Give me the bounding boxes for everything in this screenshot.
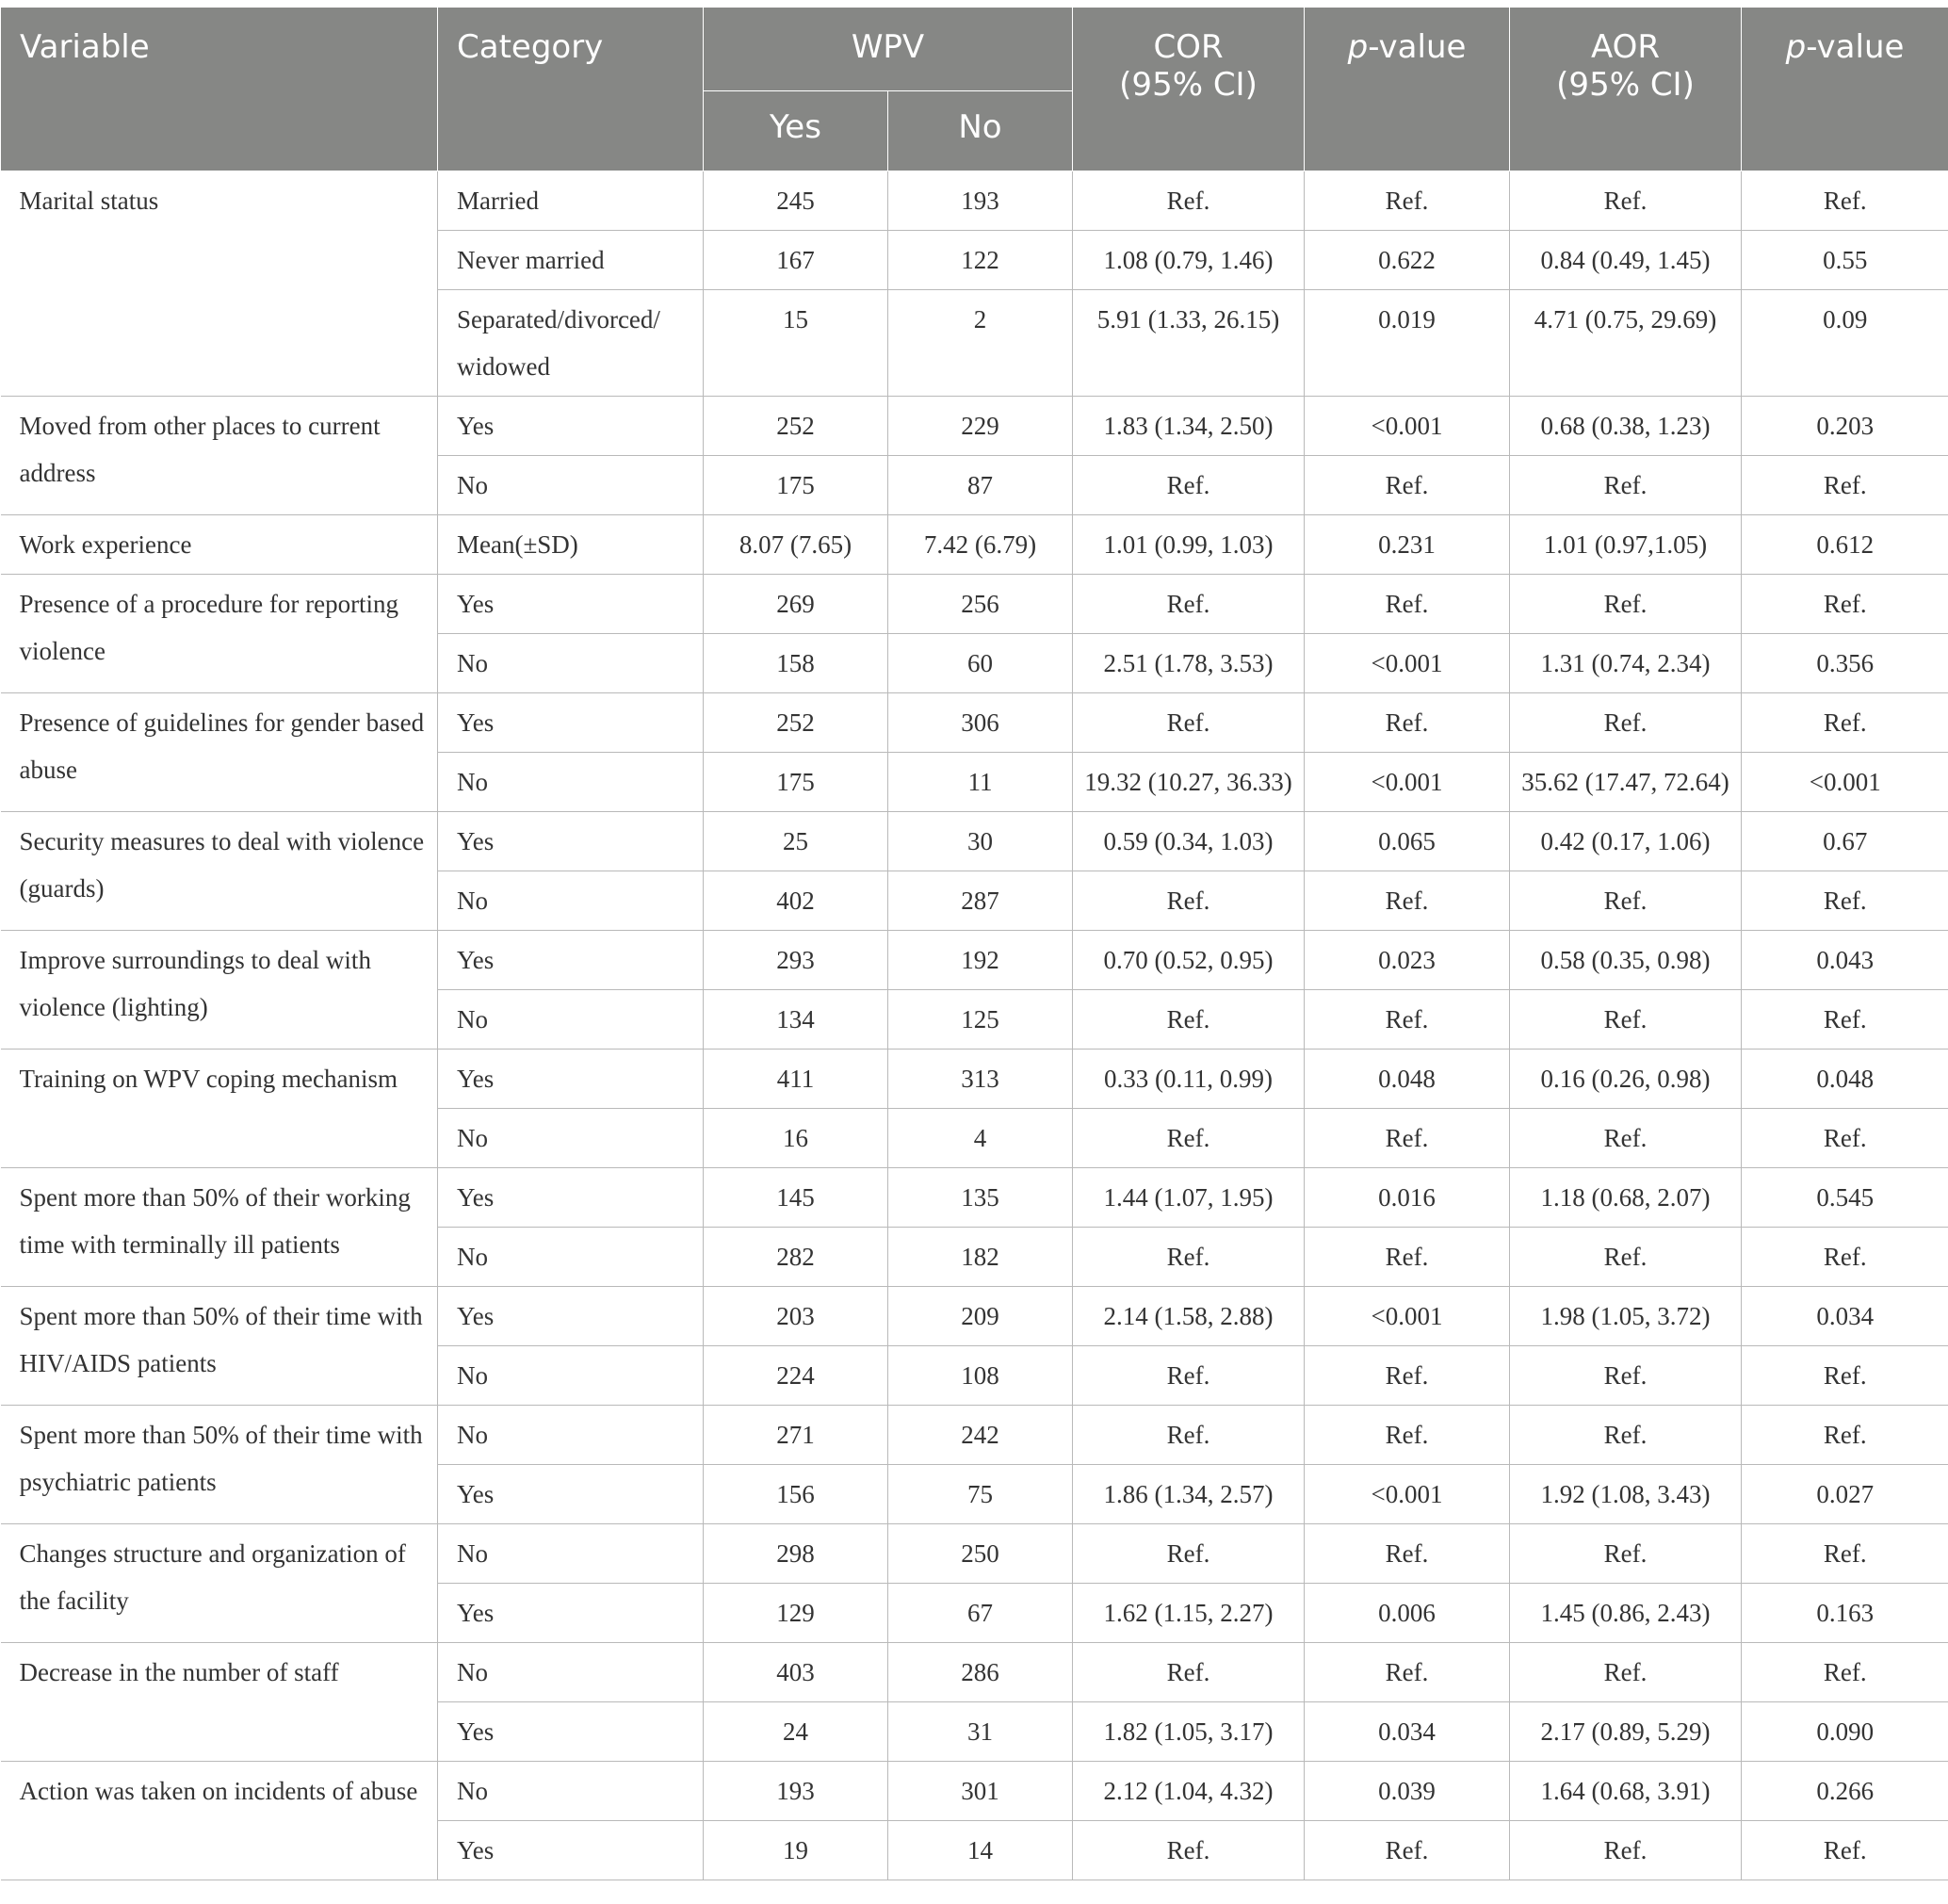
cell-category: Mean(±SD) <box>438 515 704 575</box>
table-row <box>1 515 1948 575</box>
cell-category: Yes <box>438 1584 704 1643</box>
header-p-suffix: -value <box>1806 28 1905 66</box>
cell-aor: Ref. <box>1510 871 1742 931</box>
cell-cor: 1.44 (1.07, 1.95) <box>1073 1168 1305 1228</box>
cell-category: No <box>438 1346 704 1406</box>
cell-cor: 1.83 (1.34, 2.50) <box>1073 397 1305 456</box>
cell-p-value-aor: Ref. <box>1742 693 1948 753</box>
cell-category: No <box>438 1524 704 1584</box>
cell-aor: 0.42 (0.17, 1.06) <box>1510 812 1742 871</box>
cell-p-value-cor: 0.622 <box>1305 231 1510 290</box>
header-wpv-no: No <box>888 91 1073 171</box>
cell-category: Yes <box>438 1287 704 1346</box>
header-cor-label: COR <box>1153 28 1224 66</box>
cell-aor: 1.45 (0.86, 2.43) <box>1510 1584 1742 1643</box>
header-cor-ci: (95% CI) <box>1119 66 1258 104</box>
header-wpv: WPV <box>704 8 1073 91</box>
cell-cor: 5.91 (1.33, 26.15) <box>1073 290 1305 397</box>
cell-cor: 0.59 (0.34, 1.03) <box>1073 812 1305 871</box>
cell-p-value-aor: Ref. <box>1742 1643 1948 1702</box>
cell-p-value-aor: Ref. <box>1742 1821 1948 1880</box>
cell-wpv-no: 250 <box>888 1524 1073 1584</box>
cell-aor: Ref. <box>1510 171 1742 231</box>
cell-wpv-no: 14 <box>888 1821 1073 1880</box>
cell-cor: Ref. <box>1073 171 1305 231</box>
table-row <box>1 171 1948 231</box>
cell-cor: 1.86 (1.34, 2.57) <box>1073 1465 1305 1524</box>
header-cor <box>1073 8 1305 171</box>
cell-wpv-yes: 8.07 (7.65) <box>704 515 888 575</box>
table-row <box>1 1762 1948 1821</box>
cell-p-value-aor: Ref. <box>1742 990 1948 1050</box>
cell-category: Yes <box>438 931 704 990</box>
cell-category: No <box>438 1762 704 1821</box>
cell-aor: 1.18 (0.68, 2.07) <box>1510 1168 1742 1228</box>
cell-variable: Improve surroundings to deal with violence (lighting) <box>1 931 438 1050</box>
cell-p-value-aor: 0.048 <box>1742 1050 1948 1109</box>
cell-variable: Moved from other places to current address <box>1 397 438 515</box>
cell-category: Separated/divorced/ widowed <box>438 290 704 397</box>
cell-wpv-yes: 175 <box>704 456 888 515</box>
cell-category: Yes <box>438 1168 704 1228</box>
cell-wpv-no: 229 <box>888 397 1073 456</box>
cell-cor: Ref. <box>1073 693 1305 753</box>
cell-p-value-cor: Ref. <box>1305 990 1510 1050</box>
cell-p-value-cor: Ref. <box>1305 575 1510 634</box>
cell-category: Married <box>438 171 704 231</box>
cell-wpv-no: 67 <box>888 1584 1073 1643</box>
table-header <box>1 8 1948 171</box>
cell-wpv-yes: 19 <box>704 1821 888 1880</box>
cell-p-value-cor: Ref. <box>1305 1406 1510 1465</box>
header-p-suffix: -value <box>1368 28 1467 66</box>
cell-category: No <box>438 1228 704 1287</box>
cell-aor: Ref. <box>1510 990 1742 1050</box>
cell-wpv-no: 31 <box>888 1702 1073 1762</box>
cell-p-value-cor: Ref. <box>1305 693 1510 753</box>
cell-aor: Ref. <box>1510 1346 1742 1406</box>
cell-p-value-cor: 0.034 <box>1305 1702 1510 1762</box>
table-row <box>1 1287 1948 1346</box>
cell-wpv-yes: 271 <box>704 1406 888 1465</box>
cell-wpv-no: 193 <box>888 171 1073 231</box>
cell-aor: 1.98 (1.05, 3.72) <box>1510 1287 1742 1346</box>
cell-variable: Training on WPV coping mechanism <box>1 1050 438 1168</box>
cell-wpv-yes: 158 <box>704 634 888 693</box>
cell-wpv-yes: 25 <box>704 812 888 871</box>
cell-variable: Spent more than 50% of their time with psychiatric patients <box>1 1406 438 1524</box>
cell-wpv-no: 11 <box>888 753 1073 812</box>
cell-p-value-aor: Ref. <box>1742 1524 1948 1584</box>
cell-wpv-no: 87 <box>888 456 1073 515</box>
cell-p-value-cor: Ref. <box>1305 1643 1510 1702</box>
cell-wpv-no: 108 <box>888 1346 1073 1406</box>
cell-aor: Ref. <box>1510 1643 1742 1702</box>
cell-p-value-cor: 0.016 <box>1305 1168 1510 1228</box>
table-row <box>1 1050 1948 1109</box>
cell-cor: Ref. <box>1073 1524 1305 1584</box>
header-variable: Variable <box>1 8 438 171</box>
cell-p-value-aor: Ref. <box>1742 871 1948 931</box>
cell-aor: 1.01 (0.97,1.05) <box>1510 515 1742 575</box>
cell-p-value-aor: 0.67 <box>1742 812 1948 871</box>
cell-p-value-cor: <0.001 <box>1305 753 1510 812</box>
cell-cor: Ref. <box>1073 575 1305 634</box>
cell-cor: Ref. <box>1073 871 1305 931</box>
cell-p-value-aor: 0.266 <box>1742 1762 1948 1821</box>
cell-category: Yes <box>438 1702 704 1762</box>
cell-p-value-aor: Ref. <box>1742 1406 1948 1465</box>
cell-wpv-yes: 245 <box>704 171 888 231</box>
cell-p-value-aor: 0.163 <box>1742 1584 1948 1643</box>
cell-aor: Ref. <box>1510 1228 1742 1287</box>
cell-cor: 2.51 (1.78, 3.53) <box>1073 634 1305 693</box>
table-row <box>1 1524 1948 1584</box>
cell-p-value-aor: 0.612 <box>1742 515 1948 575</box>
cell-category: No <box>438 456 704 515</box>
cell-aor: 35.62 (17.47, 72.64) <box>1510 753 1742 812</box>
cell-p-value-cor: 0.065 <box>1305 812 1510 871</box>
cell-p-value-cor: Ref. <box>1305 1109 1510 1168</box>
cell-category: Yes <box>438 1821 704 1880</box>
cell-aor: 1.64 (0.68, 3.91) <box>1510 1762 1742 1821</box>
cell-p-value-cor: 0.048 <box>1305 1050 1510 1109</box>
cell-wpv-no: 286 <box>888 1643 1073 1702</box>
cell-p-value-cor: Ref. <box>1305 171 1510 231</box>
cell-wpv-no: 60 <box>888 634 1073 693</box>
cell-p-value-cor: Ref. <box>1305 1228 1510 1287</box>
cell-variable: Presence of a procedure for reporting violence <box>1 575 438 693</box>
cell-variable: Action was taken on incidents of abuse <box>1 1762 438 1880</box>
cell-p-value-aor: <0.001 <box>1742 753 1948 812</box>
cell-p-value-cor: <0.001 <box>1305 397 1510 456</box>
cell-cor: Ref. <box>1073 1406 1305 1465</box>
cell-cor: 1.62 (1.15, 2.27) <box>1073 1584 1305 1643</box>
cell-p-value-aor: 0.545 <box>1742 1168 1948 1228</box>
cell-p-value-aor: 0.09 <box>1742 290 1948 397</box>
cell-wpv-yes: 129 <box>704 1584 888 1643</box>
cell-cor: Ref. <box>1073 1346 1305 1406</box>
cell-p-value-aor: 0.203 <box>1742 397 1948 456</box>
cell-variable: Spent more than 50% of their working time with terminally ill patients <box>1 1168 438 1287</box>
cell-aor: Ref. <box>1510 1524 1742 1584</box>
cell-category: Yes <box>438 812 704 871</box>
cell-aor: Ref. <box>1510 456 1742 515</box>
cell-cor: 19.32 (10.27, 36.33) <box>1073 753 1305 812</box>
cell-cor: Ref. <box>1073 990 1305 1050</box>
cell-cor: 0.70 (0.52, 0.95) <box>1073 931 1305 990</box>
cell-cor: Ref. <box>1073 1821 1305 1880</box>
header-wpv-yes: Yes <box>704 91 888 171</box>
cell-p-value-aor: Ref. <box>1742 1109 1948 1168</box>
cell-wpv-yes: 193 <box>704 1762 888 1821</box>
cell-p-value-cor: Ref. <box>1305 456 1510 515</box>
cell-aor: 0.58 (0.35, 0.98) <box>1510 931 1742 990</box>
cell-cor: 1.82 (1.05, 3.17) <box>1073 1702 1305 1762</box>
cell-variable: Decrease in the number of staff <box>1 1643 438 1762</box>
cell-cor: 1.08 (0.79, 1.46) <box>1073 231 1305 290</box>
cell-variable: Spent more than 50% of their time with HIV/AIDS patients <box>1 1287 438 1406</box>
cell-wpv-no: 75 <box>888 1465 1073 1524</box>
cell-aor: Ref. <box>1510 575 1742 634</box>
table-row <box>1 575 1948 634</box>
table-row <box>1 693 1948 753</box>
cell-p-value-cor: 0.019 <box>1305 290 1510 397</box>
table-row <box>1 812 1948 871</box>
table-row <box>1 1406 1948 1465</box>
cell-aor: 0.84 (0.49, 1.45) <box>1510 231 1742 290</box>
cell-wpv-no: 287 <box>888 871 1073 931</box>
cell-wpv-no: 256 <box>888 575 1073 634</box>
cell-wpv-yes: 402 <box>704 871 888 931</box>
table-row <box>1 1643 1948 1702</box>
cell-p-value-cor: 0.006 <box>1305 1584 1510 1643</box>
cell-wpv-yes: 167 <box>704 231 888 290</box>
cell-wpv-no: 7.42 (6.79) <box>888 515 1073 575</box>
cell-p-value-cor: Ref. <box>1305 1524 1510 1584</box>
cell-category: Yes <box>438 397 704 456</box>
cell-p-value-aor: 0.043 <box>1742 931 1948 990</box>
cell-category: Yes <box>438 1465 704 1524</box>
cell-category: Yes <box>438 693 704 753</box>
cell-aor: Ref. <box>1510 693 1742 753</box>
cell-p-value-aor: 0.55 <box>1742 231 1948 290</box>
cell-cor: Ref. <box>1073 1228 1305 1287</box>
cell-wpv-no: 122 <box>888 231 1073 290</box>
cell-category: No <box>438 1406 704 1465</box>
cell-aor: Ref. <box>1510 1406 1742 1465</box>
cell-p-value-aor: Ref. <box>1742 456 1948 515</box>
header-category: Category <box>438 8 704 171</box>
cell-variable: Work experience <box>1 515 438 575</box>
cell-wpv-no: 242 <box>888 1406 1073 1465</box>
cell-p-value-aor: 0.356 <box>1742 634 1948 693</box>
header-p-letter: p <box>1785 28 1807 66</box>
cell-wpv-no: 125 <box>888 990 1073 1050</box>
cell-cor: 0.33 (0.11, 0.99) <box>1073 1050 1305 1109</box>
cell-p-value-cor: Ref. <box>1305 871 1510 931</box>
cell-wpv-yes: 175 <box>704 753 888 812</box>
cell-wpv-no: 182 <box>888 1228 1073 1287</box>
cell-wpv-yes: 252 <box>704 693 888 753</box>
cell-variable: Changes structure and organization of the facility <box>1 1524 438 1643</box>
cell-wpv-no: 4 <box>888 1109 1073 1168</box>
cell-aor: Ref. <box>1510 1109 1742 1168</box>
header-p-value-aor <box>1742 8 1948 171</box>
cell-p-value-cor: Ref. <box>1305 1346 1510 1406</box>
cell-p-value-cor: 0.039 <box>1305 1762 1510 1821</box>
cell-cor: Ref. <box>1073 1643 1305 1702</box>
cell-category: Yes <box>438 1050 704 1109</box>
table-row <box>1 1168 1948 1228</box>
header-p-value-cor <box>1305 8 1510 171</box>
cell-wpv-yes: 16 <box>704 1109 888 1168</box>
cell-aor: 1.92 (1.08, 3.43) <box>1510 1465 1742 1524</box>
cell-p-value-cor: <0.001 <box>1305 1465 1510 1524</box>
cell-cor: 1.01 (0.99, 1.03) <box>1073 515 1305 575</box>
header-aor <box>1510 8 1742 171</box>
cell-wpv-no: 301 <box>888 1762 1073 1821</box>
cell-cor: Ref. <box>1073 456 1305 515</box>
cell-p-value-aor: Ref. <box>1742 171 1948 231</box>
cell-p-value-aor: 0.090 <box>1742 1702 1948 1762</box>
table-row <box>1 397 1948 456</box>
header-p-letter: p <box>1347 28 1369 66</box>
cell-wpv-no: 135 <box>888 1168 1073 1228</box>
cell-category: No <box>438 990 704 1050</box>
cell-aor: 1.31 (0.74, 2.34) <box>1510 634 1742 693</box>
cell-aor: 4.71 (0.75, 29.69) <box>1510 290 1742 397</box>
cell-variable: Security measures to deal with violence (guards) <box>1 812 438 931</box>
table-body <box>1 171 1948 1880</box>
cell-wpv-yes: 156 <box>704 1465 888 1524</box>
cell-wpv-no: 30 <box>888 812 1073 871</box>
cell-p-value-aor: 0.027 <box>1742 1465 1948 1524</box>
cell-p-value-aor: Ref. <box>1742 575 1948 634</box>
cell-wpv-yes: 269 <box>704 575 888 634</box>
cell-p-value-cor: <0.001 <box>1305 1287 1510 1346</box>
cell-wpv-no: 313 <box>888 1050 1073 1109</box>
cell-cor: Ref. <box>1073 1109 1305 1168</box>
cell-wpv-yes: 403 <box>704 1643 888 1702</box>
cell-p-value-cor: 0.231 <box>1305 515 1510 575</box>
cell-wpv-yes: 15 <box>704 290 888 397</box>
results-table <box>0 8 1948 1880</box>
cell-p-value-cor: Ref. <box>1305 1821 1510 1880</box>
cell-aor: 0.68 (0.38, 1.23) <box>1510 397 1742 456</box>
cell-cor: 2.14 (1.58, 2.88) <box>1073 1287 1305 1346</box>
cell-wpv-no: 2 <box>888 290 1073 397</box>
cell-variable: Presence of guidelines for gender based abuse <box>1 693 438 812</box>
cell-category: Yes <box>438 575 704 634</box>
cell-wpv-yes: 24 <box>704 1702 888 1762</box>
cell-p-value-aor: Ref. <box>1742 1228 1948 1287</box>
cell-aor: 2.17 (0.89, 5.29) <box>1510 1702 1742 1762</box>
header-aor-ci: (95% CI) <box>1556 66 1695 104</box>
header-aor-label: AOR <box>1590 28 1661 66</box>
cell-category: No <box>438 1109 704 1168</box>
cell-wpv-yes: 293 <box>704 931 888 990</box>
cell-p-value-cor: 0.023 <box>1305 931 1510 990</box>
table-row <box>1 931 1948 990</box>
cell-wpv-yes: 282 <box>704 1228 888 1287</box>
cell-wpv-yes: 145 <box>704 1168 888 1228</box>
cell-cor: 2.12 (1.04, 4.32) <box>1073 1762 1305 1821</box>
cell-p-value-aor: Ref. <box>1742 1346 1948 1406</box>
cell-wpv-no: 192 <box>888 931 1073 990</box>
cell-wpv-yes: 298 <box>704 1524 888 1584</box>
cell-p-value-aor: 0.034 <box>1742 1287 1948 1346</box>
cell-variable: Marital status <box>1 171 438 397</box>
cell-aor: Ref. <box>1510 1821 1742 1880</box>
cell-wpv-no: 209 <box>888 1287 1073 1346</box>
cell-category: No <box>438 871 704 931</box>
cell-wpv-yes: 224 <box>704 1346 888 1406</box>
cell-wpv-yes: 252 <box>704 397 888 456</box>
cell-p-value-cor: <0.001 <box>1305 634 1510 693</box>
cell-wpv-yes: 134 <box>704 990 888 1050</box>
cell-wpv-yes: 411 <box>704 1050 888 1109</box>
cell-wpv-yes: 203 <box>704 1287 888 1346</box>
cell-category: No <box>438 753 704 812</box>
cell-category: No <box>438 634 704 693</box>
cell-aor: 0.16 (0.26, 0.98) <box>1510 1050 1742 1109</box>
cell-wpv-no: 306 <box>888 693 1073 753</box>
cell-category: No <box>438 1643 704 1702</box>
cell-category: Never married <box>438 231 704 290</box>
